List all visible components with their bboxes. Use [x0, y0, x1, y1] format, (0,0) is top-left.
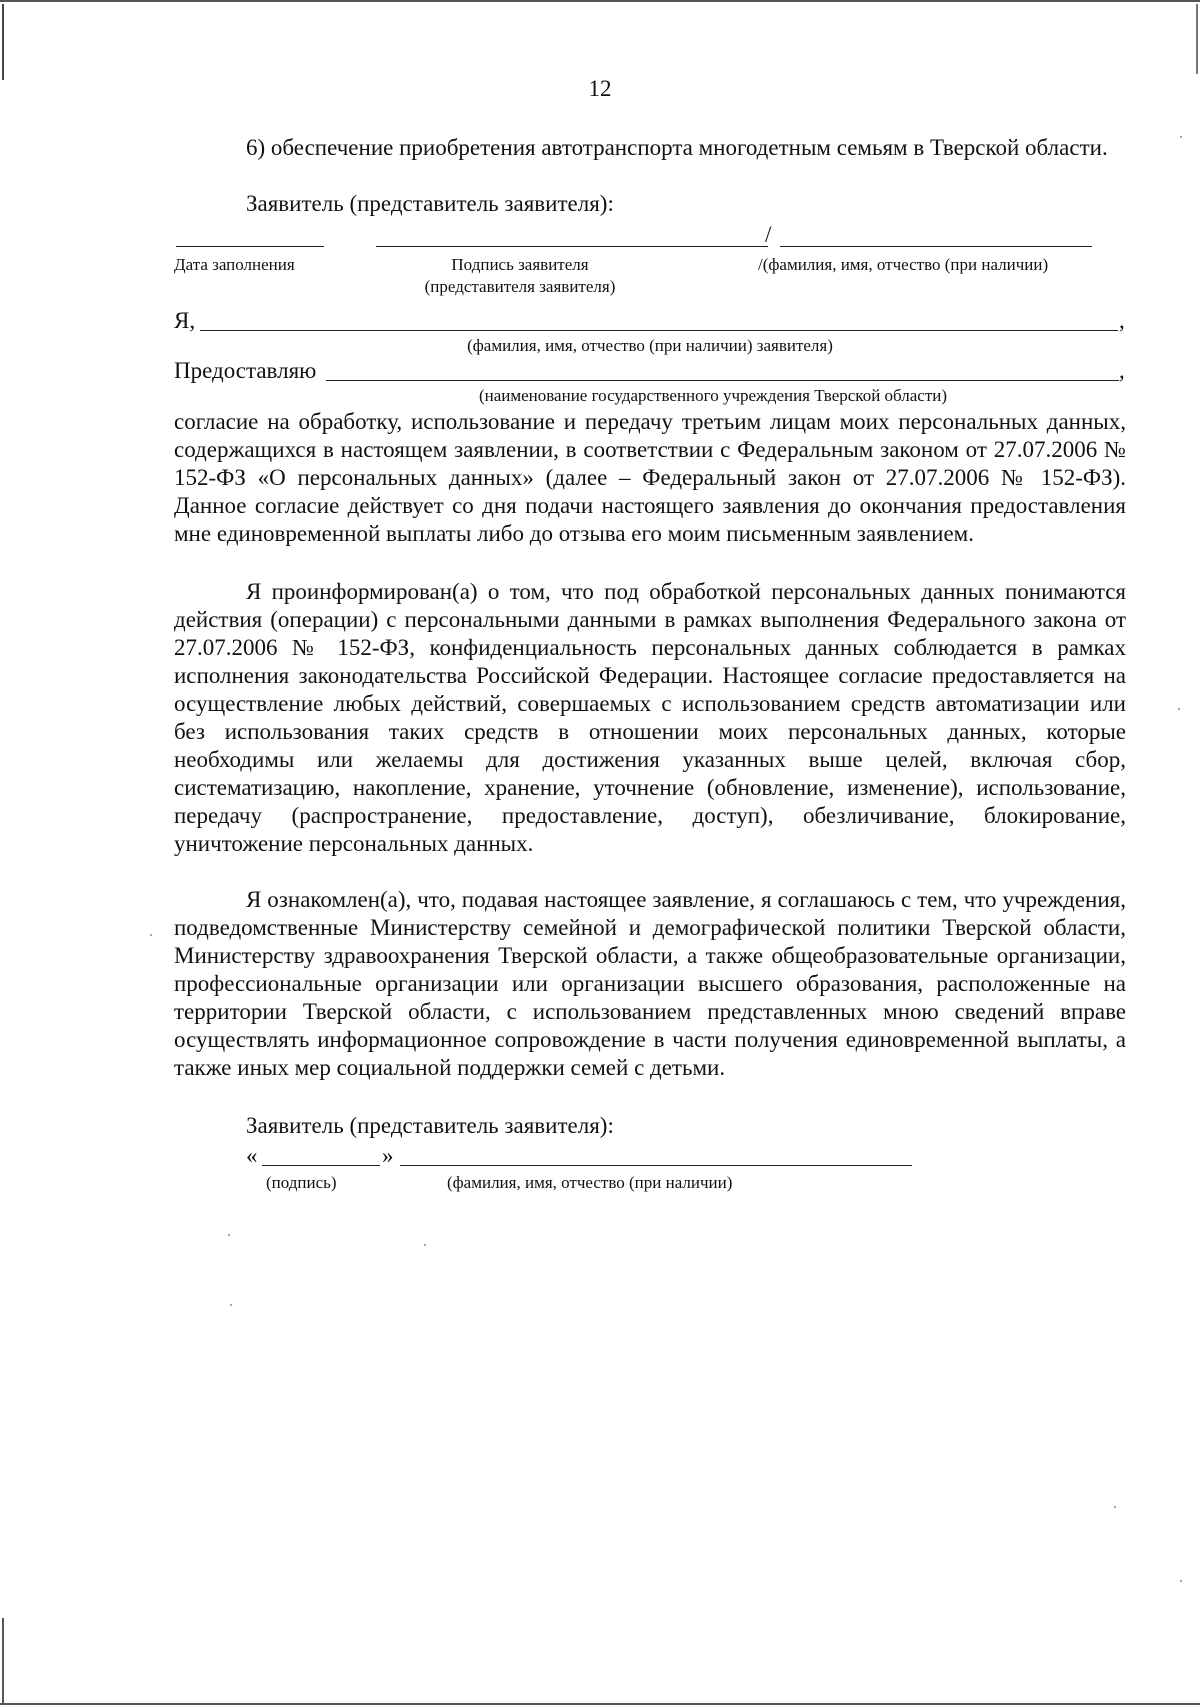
- ya-end-mark: ,: [1119, 308, 1125, 333]
- signature-caption: Подпись заявителя (представителя заявителя): [424, 255, 616, 296]
- provide-end-mark: ,: [1119, 358, 1125, 383]
- scan-speck: [1180, 136, 1182, 138]
- scan-speck: [1178, 708, 1180, 710]
- scan-speck: [1180, 1580, 1182, 1582]
- applicant-name-caption: (фамилия, имя, отчество (при наличии) заявителя): [467, 336, 833, 355]
- applicant-name-field[interactable]: [200, 330, 1118, 331]
- signature-field-2[interactable]: [262, 1165, 380, 1166]
- fio-caption: /(фамилия, имя, отчество (при наличии): [758, 255, 1049, 274]
- scan-speck: [228, 1234, 230, 1236]
- provide-label: Предоставляю: [174, 358, 317, 383]
- informed-paragraph: [174, 578, 1126, 858]
- open-quote: «: [246, 1143, 258, 1168]
- item-6-text: 6) обеспечение приобретения автотранспорта многодетным семьям в Тверской области.: [246, 135, 1108, 160]
- fio-caption-2: (фамилия, имя, отчество (при наличии): [447, 1173, 733, 1192]
- fio-field[interactable]: [780, 246, 1092, 247]
- consent-paragraph: согласие на обработку, использование и передачу третьим лицам моих персональных данных, содержащихся в настоящем заявлении, в соответствии с Федеральным законом от 27.07.2006 № 152-ФЗ «О персональных данных» (далее – Федеральный закон от 27.07.2006 № 152-ФЗ). Данное согласие действует со дня подачи настоящего заявления до окончания предоставления мне единовременной выплаты либо до отзыва его моим письменным заявлением.: [174, 409, 1126, 546]
- scan-speck: [424, 1244, 426, 1246]
- acquainted-text: Я ознакомлен(а), что, подавая настоящее заявление, я соглашаюсь с тем, что учреждения, подведомственные Министерству семейной и демографической политики Тверской области, Министерству здравоохранения Тверской области, а также общеобразовательные организации, профессиональные организации или организации высшего образования, расположенные на территории Тверской области, с использованием представленных мною сведений вправе осуществлять информационное сопровождение в части получения единовременной выплаты, а также иных мер социальной поддержки семей с детьми.: [174, 887, 1126, 1080]
- slash-separator: /: [765, 222, 772, 247]
- institution-field[interactable]: [326, 380, 1119, 381]
- applicant-heading-1: Заявитель (представитель заявителя):: [246, 191, 614, 216]
- fio-field-2[interactable]: [400, 1165, 912, 1166]
- informed-text: Я проинформирован(а) о том, что под обработкой персональных данных понимаются действия (операции) с персональными данными в рамках выполнения Федерального закона от 27.07.2006 № 152-ФЗ, конфиденциальность персональных данных соблюдается в рамках исполнения законодательства Российской Федерации. Настоящее согласие предоставляется на осуществление любых действий, совершаемых с использованием средств автоматизации или без использования таких средств в отношении моих персональных данных, которые необходимы или желаемы для достижения указанных выше целей, включая сбор, систематизацию, накопление, хранение, уточнение (обновление, изменение), использование, передачу (распространение, предоставление, доступ), обезличивание, блокирование, уничтожение персональных данных.: [174, 579, 1126, 856]
- signature-field[interactable]: [376, 246, 768, 247]
- scan-speck: [230, 1304, 232, 1306]
- applicant-heading-2: Заявитель (представитель заявителя):: [246, 1113, 614, 1138]
- scan-speck: [150, 934, 152, 936]
- page-number: 12: [588, 76, 612, 101]
- institution-caption: (наименование государственного учреждения Тверской области): [478, 386, 948, 405]
- scan-bottom-edge: [0, 1703, 1200, 1705]
- scan-left-edge-top: [2, 4, 4, 80]
- close-quote: »: [382, 1143, 394, 1168]
- item-6-paragraph: [174, 134, 1126, 162]
- acquainted-paragraph: [174, 886, 1126, 1082]
- scan-speck: [1114, 1506, 1116, 1508]
- scan-top-edge: [0, 0, 1200, 2]
- date-caption: Дата заполнения: [174, 255, 295, 274]
- scan-left-edge-bottom: [2, 1618, 4, 1704]
- ya-label: Я,: [174, 308, 196, 333]
- scan-right-edge: [1196, 4, 1198, 74]
- date-field[interactable]: [176, 246, 324, 247]
- signature-caption-2: (подпись): [266, 1173, 337, 1192]
